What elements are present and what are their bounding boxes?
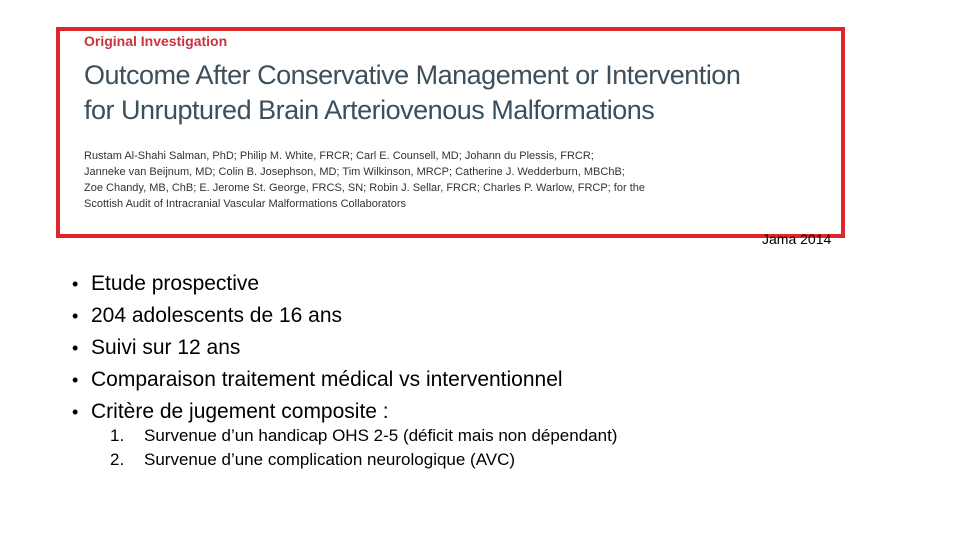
section-label: Original Investigation [84, 33, 228, 49]
bullet-icon: • [72, 306, 79, 326]
author-line: Scottish Audit of Intracranial Vascular Malformations Collaborators [84, 198, 406, 210]
author-list [84, 148, 814, 212]
bullet-text: Etude prospective [91, 272, 260, 295]
bullet-text: Suivi sur 12 ans [91, 336, 241, 359]
bullet-item [72, 364, 563, 396]
bullet-item [72, 300, 563, 332]
numbered-list [110, 424, 617, 472]
item-text: Survenue d’une complication neurologique (AVC) [144, 450, 516, 469]
author-line: Rustam Al-Shahi Salman, PhD; Philip M. White, FRCR; Carl E. Counsell, MD; Johann du Plessis, FRCR; [84, 150, 594, 162]
item-number: 1. [110, 426, 125, 445]
bullet-list [72, 268, 563, 428]
bullet-item [72, 268, 563, 300]
bullet-text: Comparaison traitement médical vs interventionnel [91, 368, 563, 391]
article-title-line: for Unruptured Brain Arteriovenous Malformations [84, 95, 655, 125]
bullet-text: Critère de jugement composite : [91, 400, 389, 423]
article-title [84, 58, 844, 128]
article-header-image [56, 27, 845, 247]
article-title-line: Outcome After Conservative Management or Intervention [84, 60, 741, 90]
bullet-icon: • [72, 338, 79, 358]
item-number: 2. [110, 450, 125, 469]
author-line: Janneke van Beijnum, MD; Colin B. Josephson, MD; Tim Wilkinson, MRCP; Catherine J. Wedderburn, MBChB; [84, 166, 625, 178]
bullet-icon: • [72, 402, 79, 422]
numbered-item [110, 448, 617, 472]
bullet-icon: • [72, 274, 79, 294]
citation: Jama 2014 [762, 231, 832, 247]
bullet-text: 204 adolescents de 16 ans [91, 304, 343, 327]
author-line: Zoe Chandy, MB, ChB; E. Jerome St. George, FRCS, SN; Robin J. Sellar, FRCR; Charles P. Warlow, FRCP; for the [84, 182, 645, 194]
bullet-item [72, 332, 563, 364]
numbered-item [110, 424, 617, 448]
bullet-icon: • [72, 370, 79, 390]
item-text: Survenue d’un handicap OHS 2-5 (déficit mais non dépendant) [144, 426, 618, 445]
